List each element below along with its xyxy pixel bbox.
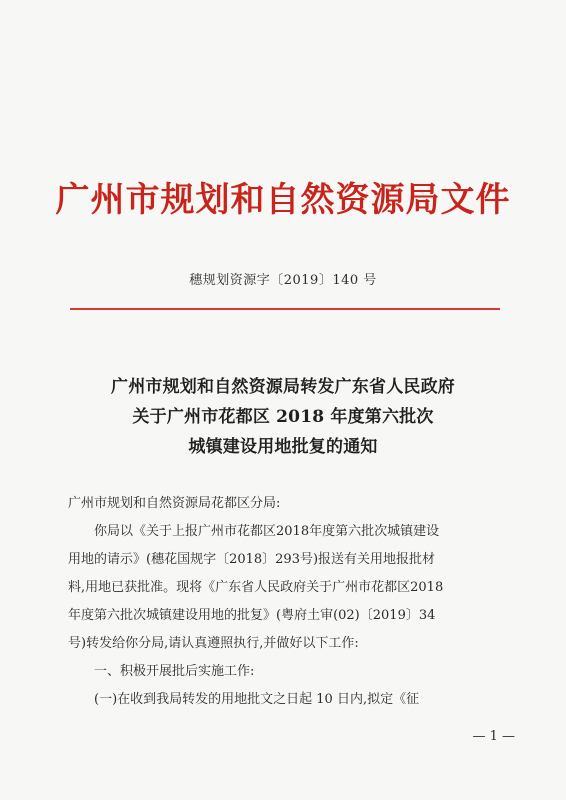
document-title-line-1: 广州市规划和自然资源局转发广东省人民政府: [111, 377, 455, 397]
main-paragraph-line-2: 用地的请示》(穗花国规字〔2018〕293号)报送有关用地报批材: [68, 552, 436, 567]
main-paragraph-line-1: 你局以《关于上报广州市花都区2018年度第六批次城镇建设: [94, 524, 440, 539]
document-title-line-2: 关于广州市花都区 2018 年度第六批次: [132, 407, 434, 427]
main-paragraph: [68, 518, 512, 658]
main-paragraph-line-4: 年度第六批次城镇建设用地的批复》(粤府土审(02)〔2019〕34: [68, 608, 436, 623]
main-paragraph-line-5: 号)转发给你分局,请认真遵照执行,并做好以下工作:: [68, 636, 359, 651]
red-divider-line: [70, 308, 500, 310]
document-number: 穗规划资源字〔2019〕140 号: [189, 273, 377, 288]
addressee-text: 广州市规划和自然资源局花都区分局:: [68, 496, 281, 511]
section-item: [68, 686, 512, 714]
agency-document-header: 广州市规划和自然资源局文件: [55, 180, 511, 220]
section-heading: [68, 658, 512, 686]
section-1-heading: 一、积极开展批后实施工作:: [94, 664, 255, 679]
main-paragraph-line-3: 料,用地已获批准。现将《广东省人民政府关于广州市花都区2018: [68, 580, 444, 595]
document-body: [68, 490, 512, 714]
document-title: [50, 372, 516, 462]
document-title-line-3: 城镇建设用地批复的通知: [188, 437, 378, 457]
section-1-item-1: (一)在收到我局转发的用地批文之日起 10 日内,拟定《征: [94, 692, 420, 707]
page-number: — 1 —: [472, 729, 515, 744]
addressee-line: [68, 490, 512, 518]
